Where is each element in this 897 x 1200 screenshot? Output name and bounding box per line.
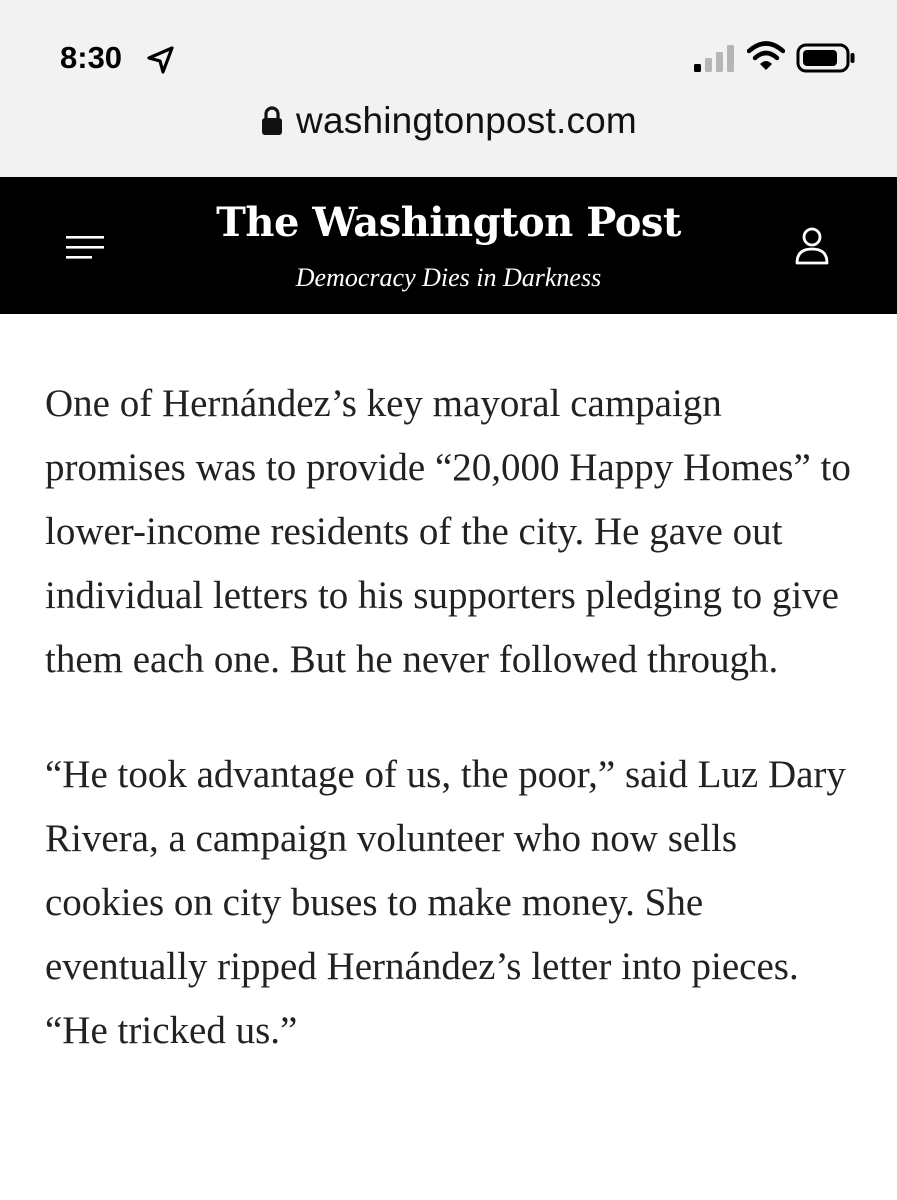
- user-account-icon[interactable]: [794, 226, 830, 266]
- site-header: [0, 177, 897, 314]
- article-paragraph: “He took advantage of us, the poor,” said Luz Dary Rivera, a campaign volunteer who now sells cookies on city buses to make money. She eventually ripped Hernández’s letter into pieces. “He tricked us.”: [45, 753, 846, 1052]
- address-bar[interactable]: [0, 96, 897, 146]
- site-tagline: Democracy Dies in Darkness: [295, 263, 602, 292]
- article-paragraph: One of Hernández’s key mayoral campaign promises was to provide “20,000 Happy Homes” to lower-income residents of the city. He gave out individual letters to his supporters pledging to give them each one. But he never followed through.: [45, 382, 851, 681]
- browser-chrome: [0, 0, 897, 177]
- status-time: 8:30: [60, 40, 123, 75]
- article-body: [45, 372, 865, 1063]
- site-logo[interactable]: The Washington Post: [216, 199, 681, 246]
- lock-icon: [260, 105, 284, 137]
- wifi-icon: [747, 40, 785, 72]
- location-arrow-icon: [146, 45, 176, 75]
- url-text[interactable]: washingtonpost.com: [296, 100, 637, 141]
- battery-icon: [796, 42, 856, 74]
- cellular-signal-icon: [693, 44, 737, 72]
